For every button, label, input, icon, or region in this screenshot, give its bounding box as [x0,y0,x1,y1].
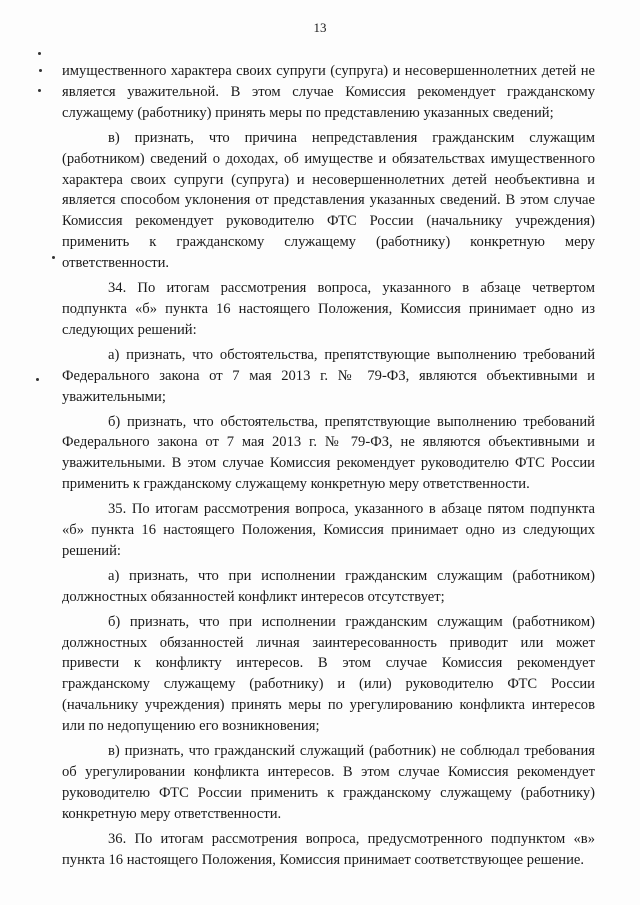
paragraph-35-a: а) признать, что при исполнении гражданским служащим (работником) должностных обязанностей конфликт интересов отсутствует; [62,567,595,605]
scan-artifact-dot [38,89,41,92]
page-number: 13 [313,20,327,35]
scan-artifact-dot [36,378,39,381]
paragraph-34-a: а) признать, что обстоятельства, препятствующие выполнению требований Федерального закона от 7 мая 2013 г. № 79-ФЗ, являются объективными и уважительными; [62,346,595,405]
paragraph-34-b: б) признать, что обстоятельства, препятствующие выполнению требований Федерального закона от 7 мая 2013 г. № 79-ФЗ, не являются объективными и уважительными. В этом случае Комиссия рекомендует руководителю ФТС России применить к гражданскому служащему конкретную меру ответственности. [62,413,595,493]
paragraph-35: 35. По итогам рассмотрения вопроса, указанного в абзаце пятом подпункта «б» пункта 16 настоящего Положения, Комиссия принимает одно из следующих решений: [62,501,595,559]
document-body [62,61,595,871]
scan-artifact-dot [38,52,41,55]
paragraph-item-v: в) признать, что причина непредставления гражданским служащим (работником) сведений о доходах, об имуществе и обязательствах имущественного характера своих супруги (супруга) и несовершеннолетних детей необъективна и является способом уклонения от представления указанных сведений. В этом случае Комиссия рекомендует руководителю ФТС России (начальнику учреждения) применить к гражданскому служащему (работнику) конкретную меру ответственности. [62,129,595,272]
scan-artifact-dot [39,69,42,72]
paragraph-36: 36. По итогам рассмотрения вопроса, предусмотренного подпунктом «в» пункта 16 настоящего Положения, Комиссия принимает соответствующее решение. [62,830,595,868]
paragraph-35-v: в) признать, что гражданский служащий (работник) не соблюдал требования об урегулировании конфликта интересов. В этом случае Комиссия рекомендует руководителю ФТС России применить к гражданскому служащему (работнику) конкретную меру ответственности. [62,743,595,822]
paragraph-35-b: б) признать, что при исполнении гражданским служащим (работником) должностных обязанностей личная заинтересованность приводит или может привести к конфликту интересов. В этом случае Комиссия рекомендует гражданскому служащему (работнику) и (или) руководителю ФТС России (начальнику учреждения) принять меры по урегулированию конфликта интересов или по недопущению его возникновения; [62,613,595,735]
paragraph-continuation: имущественного характера своих супруги (супруга) и несовершеннолетних детей не является уважительной. В этом случае Комиссия рекомендует гражданскому служащему (работнику) принять меры по представлению указанных сведений; [62,63,595,121]
paragraph-34: 34. По итогам рассмотрения вопроса, указанного в абзаце четвертом подпункта «б» пункта 16 настоящего Положения, Комиссия принимает одно из следующих решений: [62,280,595,338]
scan-artifact-dot [52,256,55,259]
